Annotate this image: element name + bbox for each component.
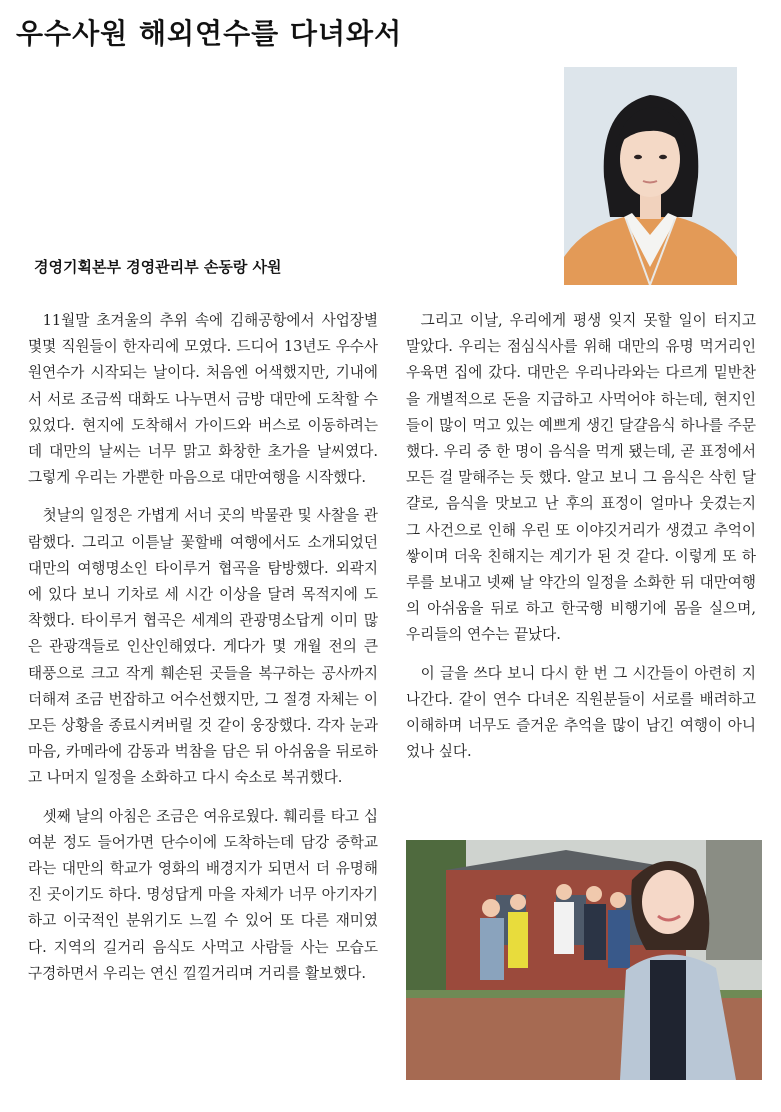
- author-byline: 경영기획본부 경영관리부 손동랑 사원: [34, 258, 282, 276]
- paragraph: 첫날의 일정은 가볍게 서너 곳의 박물관 및 사찰을 관람했다. 그리고 이튿날 꽃할배 여행에서도 소개되었던 대만의 여행명소인 타이루거 협곡을 탐방했다. 외곽지에 있다 보니 기차로 세 시간 이상을 달려 목적지에 도착했다. 타이루거 협곡은 세계의 관광명소답게 이미 많은 관광객들로 인산인해였다. 게다가 몇 개월 전의 큰 태풍으로 크고 작게 훼손된 곳들을 복구하는 공사까지 더해져 조금 번잡하고 어수선했지만, 그 절경 자체는 이 모든 상황을 종료시켜버릴 것 같이 웅장했다. 각자 눈과 마음, 카메라에 감동과 벅참을 담은 뒤 아쉬움을 뒤로하고 나머지 일정을 소화하고 다시 숙소로 복귀했다.: [28, 507, 378, 787]
- article-column-left: [28, 308, 378, 999]
- group-travel-photo: [406, 840, 762, 1080]
- paragraph: 11월말 초겨울의 추위 속에 김해공항에서 사업장별 몇몇 직원들이 한자리에 모였다. 드디어 13년도 우수사원연수가 시작되는 날이다. 처음엔 어색했지만, 기내에서 서로 조금씩 대화도 나누면서 금방 대만에 도착할 수 있었다. 현지에 도착해서 가이드와 버스로 이동하려는데 대만의 날씨는 너무 맑고 화창한 초가을 날씨였다. 그렇게 우리는 가뿐한 마음으로 대만여행을 시작했다.: [28, 312, 378, 487]
- article-column-right: [406, 308, 756, 777]
- paragraph: 그리고 이날, 우리에게 평생 잊지 못할 일이 터지고 말았다. 우리는 점심식사를 위해 대만의 유명 먹거리인 우육면 집에 갔다. 대만은 우리나라와는 다르게 밑반찬을 개별적으로 돈을 지급하고 사먹어야 하는데, 현지인들이 많이 먹고 있는 예쁘게 생긴 달걀음식 하나를 주문했다. 우리 중 한 명이 음식을 먹게 됐는데, 곧 표정에서 모든 걸 말해주는 듯 했다. 알고 보니 그 음식은 삭힌 달걀로, 음식을 맛보고 난 후의 표정이 얼마나 웃겼는지 그 사건으로 인해 우린 또 이야깃거리가 생겼고 추억이 쌓이며 더욱 친해지는 계기가 된 것 같다. 이렇게 또 하루를 보내고 넷째 날 약간의 일정을 소화한 뒤 대만여행의 아쉬움을 뒤로 하고 한국행 비행기에 몸을 실으며, 우리들의 연수는 끝났다.: [406, 312, 756, 644]
- paragraph: 셋째 날의 아침은 조금은 여유로웠다. 훼리를 타고 십여분 정도 들어가면 단수이에 도착하는데 담강 중학교라는 대만의 학교가 영화의 배경지가 되면서 더 유명해진 곳이기도 하다. 명성답게 마을 자체가 너무 아기자기하고 이국적인 분위기도 느낄 수 있어 또 다른 재미였다. 지역의 길거리 음식도 사먹고 사람들 사는 모습도 구경하면서 우리는 연신 낄낄거리며 거리를 활보했다.: [28, 807, 378, 982]
- portrait-illustration: [564, 67, 737, 285]
- group-photo-illustration: [406, 840, 762, 1080]
- article-title: 우수사원 해외연수를 다녀와서: [16, 17, 403, 50]
- author-portrait-photo: [564, 67, 737, 285]
- paragraph: 이 글을 쓰다 보니 다시 한 번 그 시간들이 아련히 지나간다. 같이 연수 다녀온 직원분들이 서로를 배려하고 이해하며 너무도 즐거운 추억을 많이 남긴 여행이 아니었나 싶다.: [406, 664, 756, 761]
